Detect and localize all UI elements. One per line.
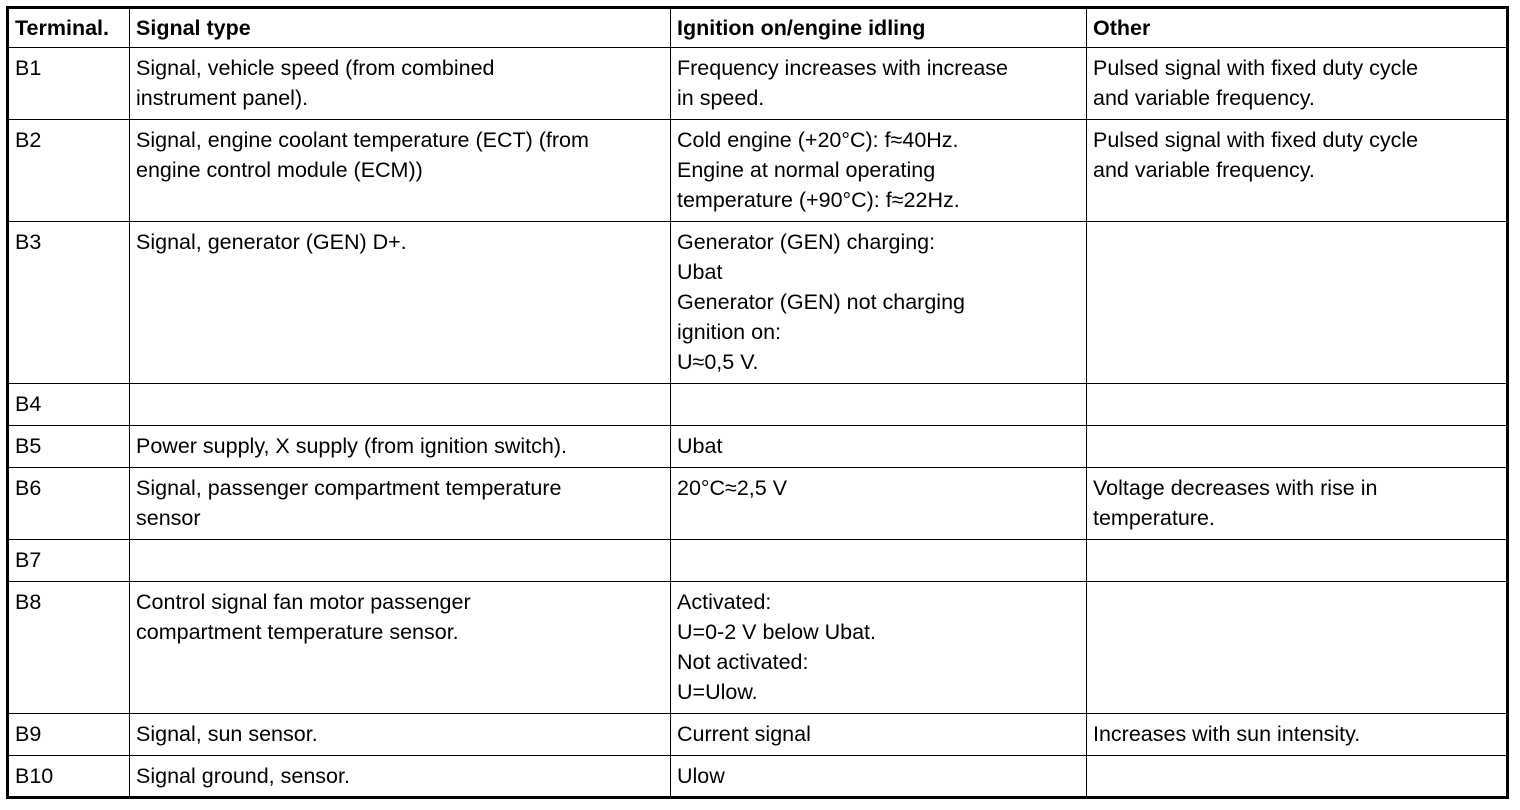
table-row: [8, 756, 1508, 798]
cell-text-line: in speed.: [677, 86, 765, 110]
cell-ignition: [671, 384, 1087, 426]
cell-text-line: Ulow: [677, 764, 725, 788]
cell-text-line: instrument panel).: [136, 86, 309, 110]
cell-text-line: U=Ulow.: [677, 680, 758, 704]
cell-text-line: compartment temperature sensor.: [136, 620, 459, 644]
cell-signal: [130, 222, 671, 384]
cell-signal: [130, 384, 671, 426]
table-row: [8, 426, 1508, 468]
cell-text-line: Ubat: [677, 434, 723, 458]
cell-ignition: [671, 120, 1087, 222]
header-signal-type: Signal type: [130, 8, 671, 48]
cell-other: [1087, 582, 1508, 714]
cell-terminal: B4: [8, 384, 130, 426]
cell-text-line: Control signal fan motor passenger: [136, 590, 471, 614]
cell-text-line: Cold engine (+20°C): f≈40Hz.: [677, 128, 959, 152]
cell-text-line: Not activated:: [677, 650, 809, 674]
cell-text-line: U≈0,5 V.: [677, 350, 759, 374]
cell-ignition: [671, 540, 1087, 582]
cell-other: [1087, 426, 1508, 468]
cell-other: [1087, 540, 1508, 582]
cell-other: [1087, 384, 1508, 426]
table-row: [8, 48, 1508, 120]
cell-other: [1087, 468, 1508, 540]
cell-text-line: sensor: [136, 506, 201, 530]
cell-text-line: engine control module (ECM)): [136, 158, 423, 182]
cell-text-line: temperature (+90°C): f≈22Hz.: [677, 188, 960, 212]
cell-signal: [130, 714, 671, 756]
table-row: [8, 582, 1508, 714]
cell-text-line: Generator (GEN) not charging: [677, 290, 965, 314]
cell-signal: [130, 540, 671, 582]
cell-text-line: Generator (GEN) charging:: [677, 230, 936, 254]
cell-terminal: B9: [8, 714, 130, 756]
cell-ignition: [671, 756, 1087, 798]
cell-terminal: B6: [8, 468, 130, 540]
header-row: [8, 8, 1508, 48]
cell-signal: [130, 426, 671, 468]
cell-text-line: Voltage decreases with rise in: [1093, 476, 1378, 500]
cell-text-line: Ubat: [677, 260, 723, 284]
table-body: [8, 48, 1508, 798]
cell-text-line: and variable frequency.: [1093, 158, 1315, 182]
cell-text-line: Power supply, X supply (from ignition switch).: [136, 434, 567, 458]
table-row: [8, 120, 1508, 222]
header-ignition-idling: Ignition on/engine idling: [671, 8, 1087, 48]
cell-text-line: U=0-2 V below Ubat.: [677, 620, 876, 644]
cell-signal: [130, 756, 671, 798]
cell-text-line: Current signal: [677, 722, 811, 746]
header-other: Other: [1087, 8, 1508, 48]
cell-text-line: Engine at normal operating: [677, 158, 936, 182]
cell-text-line: Increases with sun intensity.: [1093, 722, 1361, 746]
cell-text-line: Signal ground, sensor.: [136, 764, 350, 788]
cell-other: [1087, 222, 1508, 384]
cell-text-line: Signal, generator (GEN) D+.: [136, 230, 407, 254]
cell-terminal: B3: [8, 222, 130, 384]
header-terminal: Terminal.: [8, 8, 130, 48]
cell-text-line: Activated:: [677, 590, 772, 614]
cell-text-line: Frequency increases with increase: [677, 56, 1009, 80]
cell-ignition: [671, 426, 1087, 468]
cell-text-line: temperature.: [1093, 506, 1215, 530]
cell-text-line: Signal, engine coolant temperature (ECT) (from: [136, 128, 589, 152]
table-row: [8, 714, 1508, 756]
terminal-signal-table: [6, 6, 1509, 799]
cell-ignition: [671, 48, 1087, 120]
cell-signal: [130, 120, 671, 222]
cell-ignition: [671, 222, 1087, 384]
cell-terminal: B1: [8, 48, 130, 120]
cell-terminal: B7: [8, 540, 130, 582]
table-row: [8, 384, 1508, 426]
cell-other: [1087, 120, 1508, 222]
cell-signal: [130, 582, 671, 714]
table-row: [8, 540, 1508, 582]
cell-terminal: B10: [8, 756, 130, 798]
cell-text-line: ignition on:: [677, 320, 781, 344]
cell-terminal: B2: [8, 120, 130, 222]
cell-signal: [130, 48, 671, 120]
cell-terminal: B5: [8, 426, 130, 468]
cell-other: [1087, 756, 1508, 798]
table-header: [8, 8, 1508, 48]
cell-text-line: 20°C≈2,5 V: [677, 476, 788, 500]
cell-ignition: [671, 582, 1087, 714]
cell-ignition: [671, 714, 1087, 756]
cell-other: [1087, 48, 1508, 120]
cell-text-line: Pulsed signal with fixed duty cycle: [1093, 128, 1419, 152]
cell-text-line: Signal, passenger compartment temperature: [136, 476, 562, 500]
table-row: [8, 468, 1508, 540]
cell-text-line: Pulsed signal with fixed duty cycle: [1093, 56, 1419, 80]
cell-ignition: [671, 468, 1087, 540]
cell-text-line: Signal, vehicle speed (from combined: [136, 56, 495, 80]
cell-terminal: B8: [8, 582, 130, 714]
cell-other: [1087, 714, 1508, 756]
cell-signal: [130, 468, 671, 540]
cell-text-line: and variable frequency.: [1093, 86, 1315, 110]
table-row: [8, 222, 1508, 384]
cell-text-line: Signal, sun sensor.: [136, 722, 318, 746]
